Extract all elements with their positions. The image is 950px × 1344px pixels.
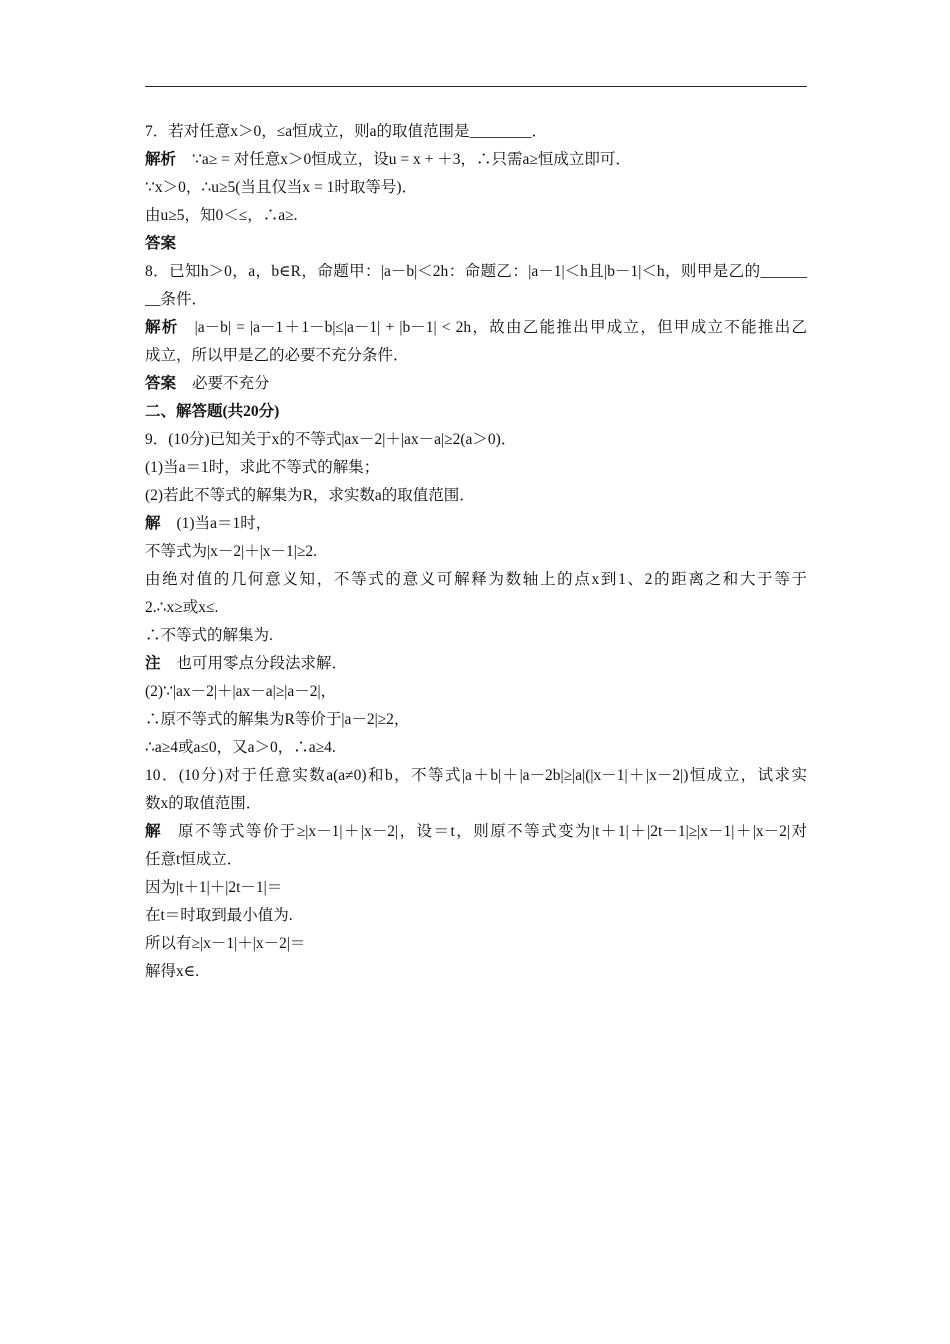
problem-9-line bbox=[145, 426, 807, 454]
problem-10-solution-line bbox=[145, 818, 807, 846]
problem-7-line bbox=[145, 118, 807, 146]
text-line bbox=[145, 538, 807, 566]
text-line bbox=[145, 174, 807, 202]
line-text: 不等式为|x－2|＋|x－1|≥2. bbox=[145, 543, 318, 560]
line-label: 解 bbox=[145, 515, 161, 532]
line-label: 解 bbox=[145, 823, 162, 840]
text-line bbox=[145, 846, 807, 874]
text-line bbox=[145, 622, 807, 650]
line-text: ∴原不等式的解集为R等价于|a－2|≥2， bbox=[145, 711, 410, 728]
text-line bbox=[145, 454, 807, 482]
text-line bbox=[145, 342, 807, 370]
line-text: 数x的取值范围． bbox=[145, 795, 262, 812]
note-line bbox=[145, 650, 807, 678]
line-text: (2)若此不等式的解集为R，求实数a的取值范围． bbox=[145, 487, 475, 504]
line-label: 答案 bbox=[145, 375, 177, 392]
problem-7-answer-line bbox=[145, 230, 807, 258]
problem-8-answer-line bbox=[145, 370, 807, 398]
line-text: ∴不等式的解集为. bbox=[145, 627, 273, 644]
line-text: 成立，所以甲是乙的必要不充分条件． bbox=[145, 347, 409, 364]
line-text: 10．(10分)对于任意实数a(a≠0)和b，不等式|a＋b|＋|a－2b|≥|a|(|x－1|＋|x－2|)恒成立，试求实 bbox=[145, 767, 807, 784]
text-line bbox=[145, 734, 807, 762]
line-text: 因为|t＋1|＋|2t－1|＝ bbox=[145, 879, 283, 896]
line-text: 2.∴x≥或x≤. bbox=[145, 599, 219, 616]
document-body bbox=[145, 118, 807, 986]
line-label: 答案 bbox=[145, 235, 177, 252]
line-text: ∴a≥4或a≤0，又a＞0，∴a≥4. bbox=[145, 739, 336, 756]
line-text: |a－b| = |a－1＋1－b|≤|a－1| + |b－1| < 2h，故由乙能推出甲成立，但甲成立不能推出乙 bbox=[194, 319, 807, 336]
text-line bbox=[145, 566, 807, 594]
problem-8-line bbox=[145, 258, 807, 286]
text-line bbox=[145, 706, 807, 734]
line-text: 8．已知h＞0，a，b∈R，命题甲：|a－b|＜2h：命题乙：|a－1|＜h且|b－1|＜h，则甲是乙的______ bbox=[145, 263, 807, 280]
text-line bbox=[145, 286, 807, 314]
line-text: 7．若对任意x＞0，≤a恒成立，则a的取值范围是________． bbox=[145, 123, 548, 140]
line-text: 由绝对值的几何意义知，不等式的意义可解释为数轴上的点x到1、2的距离之和大于等于 bbox=[145, 571, 807, 588]
line-text: 9．(10分)已知关于x的不等式|ax－2|＋|ax－a|≥2(a＞0)． bbox=[145, 431, 517, 448]
line-text: (1)当a＝1时， bbox=[176, 515, 272, 532]
text-line bbox=[145, 594, 807, 622]
line-text: 原不等式等价于≥|x－1|＋|x－2|，设＝t，则原不等式变为|t＋1|＋|2t－1|≥|x－1|＋|x－2|对 bbox=[177, 823, 807, 840]
line-text: 任意t恒成立． bbox=[145, 851, 243, 868]
text-line bbox=[145, 482, 807, 510]
line-label: 二、解答题(共20分) bbox=[145, 403, 280, 420]
text-line bbox=[145, 874, 807, 902]
text-line bbox=[145, 678, 807, 706]
line-text: 所以有≥|x－1|＋|x－2|＝ bbox=[145, 935, 306, 952]
line-text: __条件． bbox=[145, 291, 208, 308]
text-line bbox=[145, 202, 807, 230]
line-text: (2)∵|ax－2|＋|ax－a|≥|a－2|， bbox=[145, 683, 337, 700]
text-line bbox=[145, 930, 807, 958]
line-text: 由u≥5，知0＜≤，∴a≥. bbox=[145, 207, 298, 224]
line-label: 注 bbox=[145, 655, 161, 672]
line-text: 也可用零点分段法求解． bbox=[176, 655, 348, 672]
line-text: ∵a≥ = 对任意x＞0恒成立，设u = x + ＋3，∴只需a≥恒成立即可． bbox=[192, 151, 631, 168]
line-label: 解析 bbox=[145, 151, 177, 168]
line-text: 在t＝时取到最小值为. bbox=[145, 907, 293, 924]
problem-9-solution-line bbox=[145, 510, 807, 538]
line-text: (1)当a＝1时，求此不等式的解集； bbox=[145, 459, 380, 476]
line-text: ∵x＞0，∴u≥5(当且仅当x = 1时取等号)． bbox=[145, 179, 418, 196]
line-text: 解得x∈. bbox=[145, 963, 200, 980]
problem-7-analysis-line bbox=[145, 146, 807, 174]
section-heading bbox=[145, 398, 807, 426]
text-line bbox=[145, 790, 807, 818]
text-line bbox=[145, 902, 807, 930]
line-label: 解析 bbox=[145, 319, 179, 336]
problem-10-line bbox=[145, 762, 807, 790]
header-rule bbox=[145, 86, 807, 87]
text-line bbox=[145, 958, 807, 986]
problem-8-analysis-line bbox=[145, 314, 807, 342]
line-text: 必要不充分 bbox=[192, 375, 270, 392]
